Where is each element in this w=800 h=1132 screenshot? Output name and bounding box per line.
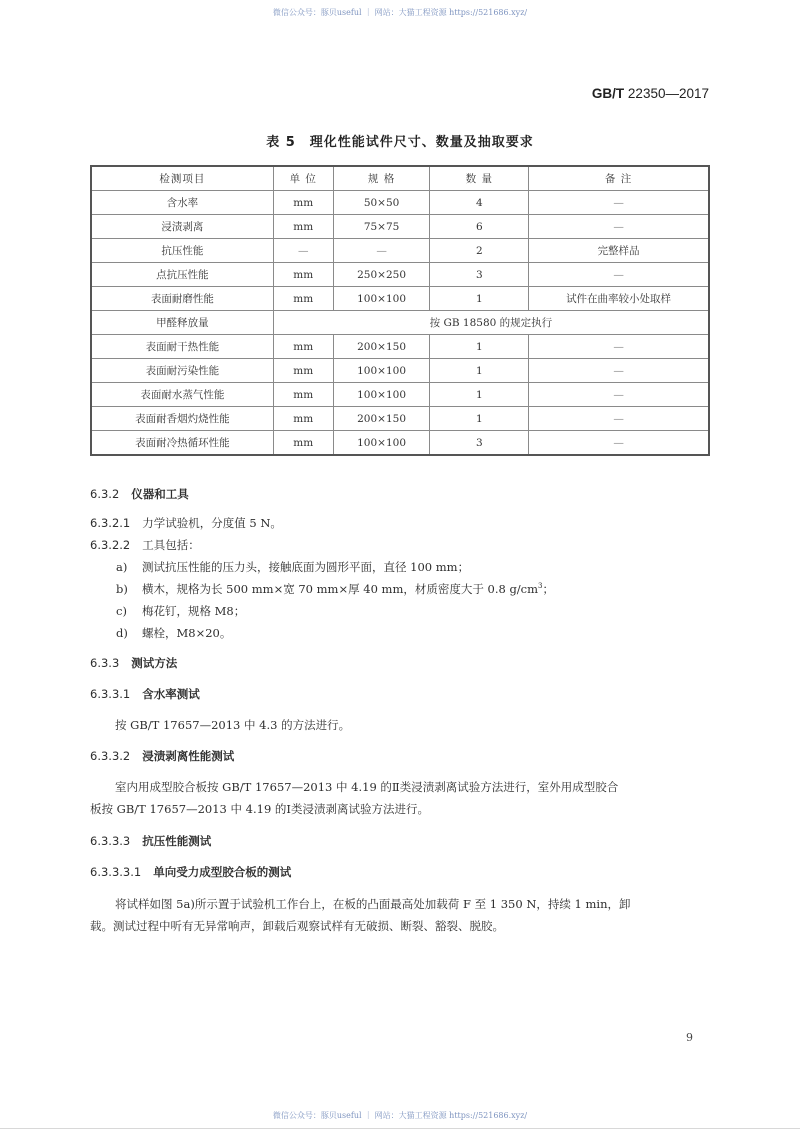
section-title: 浸渍剥离性能测试	[142, 749, 235, 763]
cell-unit: mm	[273, 335, 333, 359]
cell-item: 抗压性能	[91, 239, 273, 263]
cell-qty: 6	[430, 215, 529, 239]
cell-merged: 按 GB 18580 的规定执行	[273, 311, 709, 335]
cell-spec: 100×100	[333, 431, 430, 456]
list-text: 梅花钉，规格 M8；	[142, 604, 246, 618]
clause-number: 6.3.2.2	[90, 538, 131, 552]
cell-note: —	[529, 383, 709, 407]
page-number: 9	[686, 1031, 693, 1044]
watermark-top: 微信公众号：豚贝useful ｜ 网站：大猫工程资源 https://521686.xyz/	[272, 8, 528, 17]
cell-qty: 1	[430, 287, 529, 311]
cell-qty: 1	[430, 383, 529, 407]
clause-number: 6.3.2.1	[90, 516, 131, 530]
cell-note: —	[529, 335, 709, 359]
list-item	[116, 581, 554, 597]
table-header-row	[91, 166, 709, 191]
cell-spec: 200×150	[333, 407, 430, 431]
clause-6-3-2-1	[90, 515, 282, 531]
list-label: c)	[116, 604, 127, 618]
cell-unit: mm	[273, 287, 333, 311]
list-text-tail: ；	[542, 582, 554, 596]
list-text: 螺栓，M8×20。	[142, 626, 232, 640]
table-row	[91, 335, 709, 359]
cell-spec: 100×100	[333, 383, 430, 407]
cell-unit: mm	[273, 407, 333, 431]
cell-item: 点抗压性能	[91, 263, 273, 287]
cell-unit: mm	[273, 431, 333, 456]
table-row	[91, 287, 709, 311]
cell-unit: —	[273, 239, 333, 263]
cell-item: 表面耐干热性能	[91, 335, 273, 359]
cell-qty: 1	[430, 407, 529, 431]
list-text: 横木，规格为长 500 mm×宽 70 mm×厚 40 mm，材质密度大于 0.8 g/cm	[142, 582, 539, 596]
section-6-3-3-1-heading	[90, 686, 200, 702]
cell-note: —	[529, 215, 709, 239]
cell-item: 表面耐磨性能	[91, 287, 273, 311]
list-item	[116, 625, 231, 641]
table-row	[91, 311, 709, 335]
cell-note: 完整样品	[529, 239, 709, 263]
spec-table	[90, 165, 710, 456]
section-title: 含水率测试	[142, 687, 200, 701]
cell-spec: —	[333, 239, 430, 263]
section-title: 仪器和工具	[131, 487, 189, 501]
cell-qty: 1	[430, 359, 529, 383]
paragraph: 将试样如图 5a)所示置于试验机工作台上，在板的凸面最高处加载荷 F 至 1 350 N，持续 1 min，卸	[115, 897, 631, 911]
table-row	[91, 407, 709, 431]
col-header-unit: 单 位	[273, 166, 333, 191]
section-number: 6.3.3.3	[90, 834, 131, 848]
cell-item: 表面耐污染性能	[91, 359, 273, 383]
list-label: a)	[116, 560, 128, 574]
superscript: 3	[538, 582, 543, 591]
cell-spec: 200×150	[333, 335, 430, 359]
cell-note: —	[529, 359, 709, 383]
section-6-3-3-3-heading	[90, 833, 211, 849]
cell-qty: 4	[430, 191, 529, 215]
list-text: 测试抗压性能的压力头，接触底面为圆形平面，直径 100 mm；	[142, 560, 470, 574]
table-row	[91, 383, 709, 407]
cell-qty: 3	[430, 431, 529, 456]
list-item	[116, 603, 245, 619]
cell-unit: mm	[273, 383, 333, 407]
clause-text: 工具包括：	[142, 538, 200, 552]
bottom-divider	[0, 1128, 800, 1129]
section-title: 单向受力成型胶合板的测试	[153, 865, 292, 879]
section-6-3-3-2-heading	[90, 748, 234, 764]
table-row	[91, 263, 709, 287]
section-number: 6.3.3.3.1	[90, 865, 142, 879]
cell-note: 试件在曲率较小处取样	[529, 287, 709, 311]
cell-note: —	[529, 191, 709, 215]
clause-6-3-2-2	[90, 537, 200, 553]
col-header-spec: 规 格	[333, 166, 430, 191]
section-6-3-2-heading	[90, 486, 189, 502]
cell-spec: 75×75	[333, 215, 430, 239]
list-label: d)	[116, 626, 128, 640]
paragraph-continued: 板按 GB/T 17657—2013 中 4.19 的Ⅰ类浸渍剥离试验方法进行。	[90, 802, 429, 816]
section-number: 6.3.2	[90, 487, 120, 501]
list-item	[116, 559, 469, 575]
cell-item: 表面耐冷热循环性能	[91, 431, 273, 456]
clause-text: 力学试验机，分度值 5 N。	[142, 516, 282, 530]
table-row	[91, 239, 709, 263]
cell-item: 表面耐香烟灼烧性能	[91, 407, 273, 431]
cell-unit: mm	[273, 263, 333, 287]
standard-code: 22350—2017	[627, 86, 709, 101]
cell-item: 含水率	[91, 191, 273, 215]
paragraph: 按 GB/T 17657—2013 中 4.3 的方法进行。	[115, 718, 351, 732]
cell-spec: 50×50	[333, 191, 430, 215]
table-row	[91, 191, 709, 215]
paragraph: 室内用成型胶合板按 GB/T 17657—2013 中 4.19 的Ⅱ类浸渍剥离试验方法进行，室外用成型胶合	[115, 780, 619, 794]
col-header-note: 备 注	[529, 166, 709, 191]
cell-qty: 3	[430, 263, 529, 287]
table-row	[91, 431, 709, 456]
watermark-bottom: 微信公众号：豚贝useful ｜ 网站：大猫工程资源 https://521686.xyz/	[272, 1111, 528, 1120]
table-row	[91, 215, 709, 239]
section-6-3-3-3-1-heading	[90, 864, 291, 880]
cell-note: —	[529, 407, 709, 431]
section-number: 6.3.3.2	[90, 749, 131, 763]
paragraph-continued: 载。测试过程中听有无异常响声，卸载后观察试样有无破损、断裂、豁裂、脱胶。	[90, 919, 504, 933]
cell-unit: mm	[273, 215, 333, 239]
cell-note: —	[529, 431, 709, 456]
col-header-item: 检测项目	[91, 166, 273, 191]
standard-prefix: GB/T	[591, 86, 625, 101]
cell-spec: 100×100	[333, 359, 430, 383]
section-title: 测试方法	[131, 656, 178, 670]
table-title: 表 5 理化性能试件尺寸、数量及抽取要求	[266, 135, 534, 150]
cell-item: 浸渍剥离	[91, 215, 273, 239]
standard-number	[592, 86, 709, 101]
cell-qty: 2	[430, 239, 529, 263]
cell-item: 表面耐水蒸气性能	[91, 383, 273, 407]
cell-unit: mm	[273, 191, 333, 215]
cell-spec: 250×250	[333, 263, 430, 287]
cell-item: 甲醛释放量	[91, 311, 273, 335]
cell-note: —	[529, 263, 709, 287]
section-number: 6.3.3	[90, 656, 120, 670]
table-row	[91, 359, 709, 383]
section-number: 6.3.3.1	[90, 687, 131, 701]
col-header-qty: 数 量	[430, 166, 529, 191]
list-label: b)	[116, 582, 128, 596]
section-6-3-3-heading	[90, 655, 177, 671]
cell-qty: 1	[430, 335, 529, 359]
cell-unit: mm	[273, 359, 333, 383]
cell-spec: 100×100	[333, 287, 430, 311]
section-title: 抗压性能测试	[142, 834, 212, 848]
